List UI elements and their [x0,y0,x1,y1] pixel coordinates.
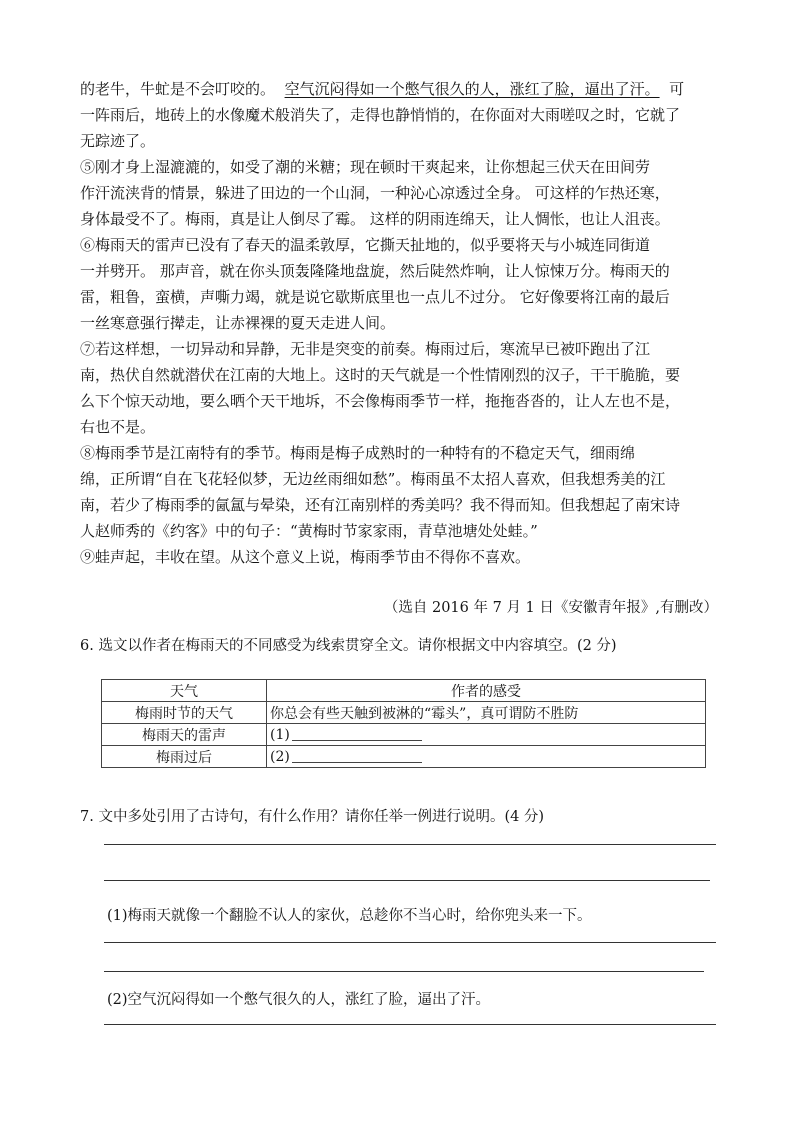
answer-line[interactable] [104,880,710,881]
text-line: ⑦若这样想，一切异动和异静，无非是突变的前奏。梅雨过后，寒流早已被吓跑出了江 [80,340,651,358]
answer-blank[interactable] [292,726,422,741]
paragraph-9 [80,544,720,570]
paragraph-continuation [80,76,720,154]
answer-line[interactable] [104,844,716,845]
text-line [80,76,720,102]
question-6: 6. 选文以作者在梅雨天的不同感受为线索贯穿全文。请你根据文中内容填空。(2 分) [80,638,617,654]
paragraph-5 [80,154,720,232]
blank-label: (1) [270,727,290,743]
table-cell: 你总会有些天触到被淋的“霉头”，真可谓防不胜防 [267,702,706,724]
table-header-cell: 作者的感受 [267,680,706,702]
text-line: 南，热伏自然就潜伏在江南的大地上。这时的天气就是一个性情刚烈的汉子，干干脆脆，要 [80,366,681,384]
feelings-table [101,679,706,768]
table-answer-cell[interactable] [267,724,706,746]
table-row [102,724,706,746]
source-citation: （选自 2016 年 7 月 1 日《安徽青年报》,有删改） [383,600,718,616]
text-line: 绵，正所谓“自在飞花轻似梦，无边丝雨细如愁”。梅雨虽不太招人喜欢，但我想秀美的江 [80,470,666,488]
table-header-cell: 天气 [102,680,267,702]
table-cell: 梅雨时节的天气 [102,702,267,724]
text-line: ⑥梅雨天的雷声已没有了春天的温柔敦厚，它撕天扯地的，似乎要将天与小城连同街道 [80,236,651,254]
question-7-sub-1: (1)梅雨天就像一个翻脸不认人的家伙，总趁你不当心时，给你兜头来一下。 [107,908,592,924]
text-run: 可 [669,80,685,98]
text-line: 作汗流浃背的情景，躲进了田边的一个山洞，一种沁心凉透过全身。 可这样的乍热还寒， [80,184,670,202]
answer-line[interactable] [104,971,704,972]
text-run: 的老牛，牛虻是不会叮咬的。 [80,80,276,98]
text-line: 一并劈开。 那声音，就在你头顶轰隆隆地盘旋，然后陡然炸响，让人惊悚万分。梅雨天的 [80,262,670,280]
table-cell: 梅雨天的雷声 [102,724,267,746]
table-row [102,702,706,724]
table-header-row [102,680,706,702]
table-row [102,746,706,768]
paragraph-8 [80,440,720,544]
table-answer-cell[interactable] [267,746,706,768]
text-line: 雷，粗鲁，蛮横，声嘶力竭，就是说它歇斯底里也一点儿不过分。 它好像要将江南的最后 [80,288,670,306]
underlined-sentence: 空气沉闷得如一个憋气很久的人，涨红了脸，逼出了汗。 [284,80,660,98]
blank-label: (2) [270,749,290,765]
text-line: 无踪迹了。 [80,132,156,150]
text-line: 南，若少了梅雨季的氤氲与晕染，还有江南别样的秀美吗？我不得而知。但我想起了南宋诗 [80,496,681,514]
text-line: 一阵雨后，地砖上的水像魔术般消失了，走得也静悄悄的，在你面对大雨嗟叹之时，它就了 [80,106,681,124]
text-line: ⑧梅雨季节是江南特有的季节。梅雨是梅子成熟时的一种特有的不稳定天气，细雨绵 [80,444,636,462]
text-line: ⑤刚才身上湿漉漉的，如受了潮的米糖；现在顿时干爽起来，让你想起三伏天在田间劳 [80,158,651,176]
table-cell: 梅雨过后 [102,746,267,768]
text-line: 一丝寒意强行撵走，让赤裸裸的夏天走进人间。 [80,314,396,332]
question-7: 7. 文中多处引用了古诗句，有什么作用？请你任举一例进行说明。(4 分) [80,809,545,825]
answer-line[interactable] [104,942,716,943]
text-line: ⑨蛙声起，丰收在望。从这个意义上说，梅雨季节由不得你不喜欢。 [80,548,531,566]
paragraph-7 [80,336,720,440]
text-line: 么下个惊天动地，要么晒个天干地坼，不会像梅雨季节一样，拖拖沓沓的，让人左也不是， [80,392,681,410]
answer-blank[interactable] [292,748,422,763]
text-line: 身体最受不了。梅雨，真是让人倒尽了霉。 这样的阴雨连绵天，让人惆怅，也让人沮丧。 [80,210,670,228]
paragraph-6 [80,232,720,336]
answer-line[interactable] [104,1024,716,1025]
question-7-sub-2: (2)空气沉闷得如一个憋气很久的人，涨红了脸，逼出了汗。 [107,992,491,1008]
text-line: 右也不是。 [80,418,156,436]
text-line: 人赵师秀的《约客》中的句子：“黄梅时节家家雨，青草池塘处处蛙。” [80,522,538,540]
